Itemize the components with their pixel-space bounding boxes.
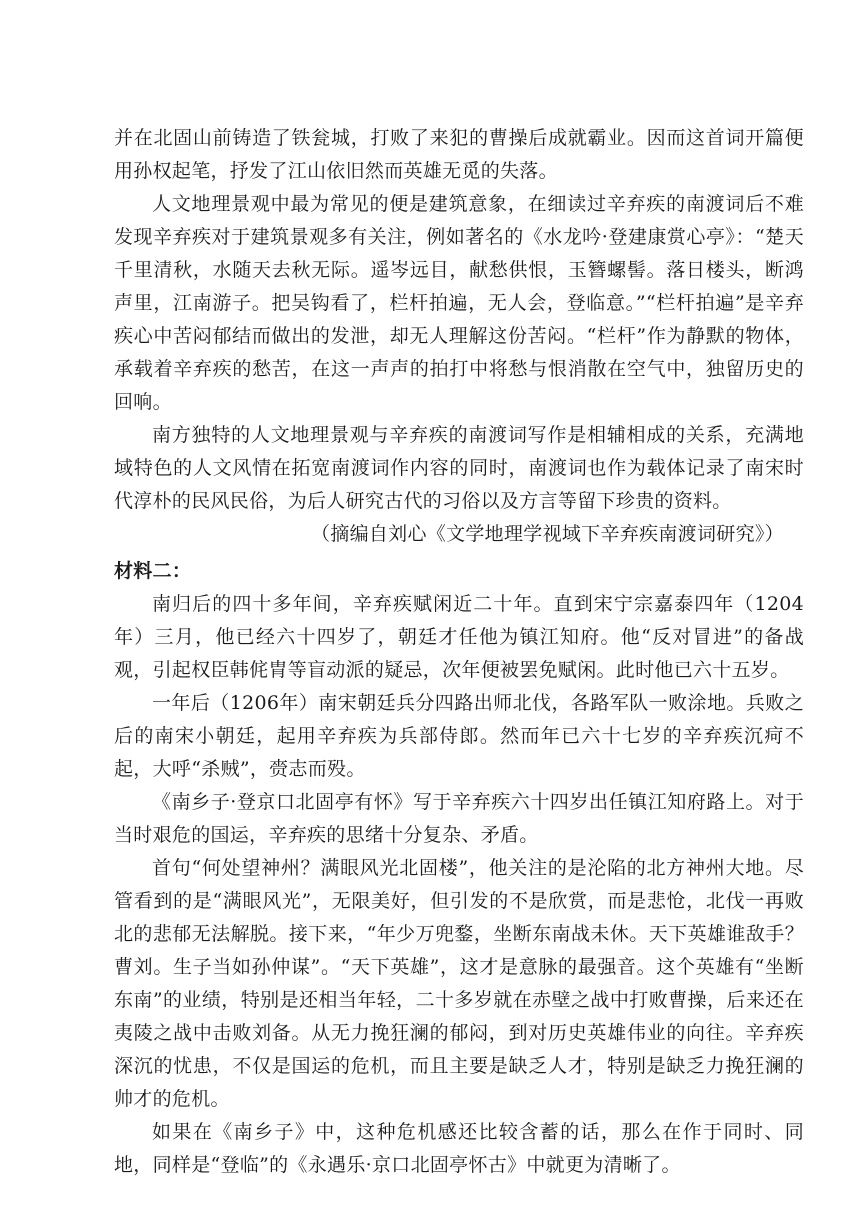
paragraph-landscape-relationship: 南方独特的人文地理景观与辛弃疾的南渡词写作是相辅相成的关系，充满地域特色的人文风情在拓宽南渡词作内容的同时，南渡词也作为载体记录了南宋时代淳朴的民风民俗，为后人研究古代的习俗以及方言等留下珍贵的资料。 bbox=[114, 424, 804, 512]
paragraph-architecture-imagery: 人文地理景观中最为常见的便是建筑意象，在细读过辛弃疾的南渡词后不难发现辛弃疾对于建筑景观多有关注，例如著名的《水龙吟·登建康赏心亭》：“楚天千里清秋，水随天去秋无际。遥岑远目，献愁供恨，玉簪螺髻。落日楼头，断鸿声里，江南游子。把吴钩看了，栏杆拍遍，无人会，登临意。”“栏杆拍遍”是辛弃疾心中苦闷郁结而做出的发泄，却无人理解这份苦闷。“栏杆”作为静默的物体，承载着辛弃疾的愁苦，在这一声声的拍打中将愁与恨消散在空气中，独留历史的回响。 bbox=[114, 193, 804, 413]
material-two-heading: 材料二： bbox=[114, 560, 192, 582]
paragraph-nanxiangzi-intro: 《南乡子·登京口北固亭有怀》写于辛弃疾六十四岁出任镇江知府路上。对于当时艰危的国运，辛弃疾的思绪十分复杂、矛盾。 bbox=[114, 791, 804, 846]
document-body bbox=[114, 122, 804, 1182]
paragraph-idle-years: 南归后的四十多年间，辛弃疾赋闲近二十年。直到宋宁宗嘉泰四年（1204年）三月，他已经六十四岁了，朝廷才任他为镇江知府。他“反对冒进”的备战观，引起权臣韩侂胄等盲动派的疑忌，次年便被罢免赋闲。此时他已六十五岁。 bbox=[114, 593, 804, 681]
paragraph-yongyule: 如果在《南乡子》中，这种危机感还比较含蓄的话，那么在作于同时、同地，同样是“登临”的《永遇乐·京口北固亭怀古》中就更为清晰了。 bbox=[114, 1121, 804, 1176]
source-citation: （摘编自刘心《文学地理学视域下辛弃疾南渡词研究》） bbox=[310, 523, 784, 545]
paragraph-continuation: 并在北固山前铸造了铁瓮城，打败了来犯的曹操后成就霸业。因而这首词开篇便用孙权起笔，抒发了江山依旧然而英雄无觅的失落。 bbox=[114, 127, 804, 182]
paragraph-poem-analysis: 首句“何处望神州？满眼风光北固楼”，他关注的是沦陷的北方神州大地。尽管看到的是“满眼风光”，无限美好，但引发的不是欣赏，而是悲怆，北伐一再败北的悲郁无法解脱。接下来，“年少万兜鍪，坐断东南战未休。天下英雄谁敌手？曹刘。生子当如孙仲谋”。“天下英雄”，这才是意脉的最强音。这个英雄有“坐断东南”的业绩，特别是还相当年轻，二十多岁就在赤壁之战中打败曹操，后来还在夷陵之战中击败刘备。从无力挽狂澜的郁闷，到对历史英雄伟业的向往。辛弃疾深沉的忧患，不仅是国运的危机，而且主要是缺乏人才，特别是缺乏力挽狂澜的帅才的危机。 bbox=[114, 857, 804, 1110]
paragraph-northern-expedition: 一年后（1206年）南宋朝廷兵分四路出师北伐，各路军队一败涂地。兵败之后的南宋小朝廷，起用辛弃疾为兵部侍郎。然而年已六十七岁的辛弃疾沉疴不起，大呼“杀贼”，赍志而殁。 bbox=[114, 692, 804, 780]
